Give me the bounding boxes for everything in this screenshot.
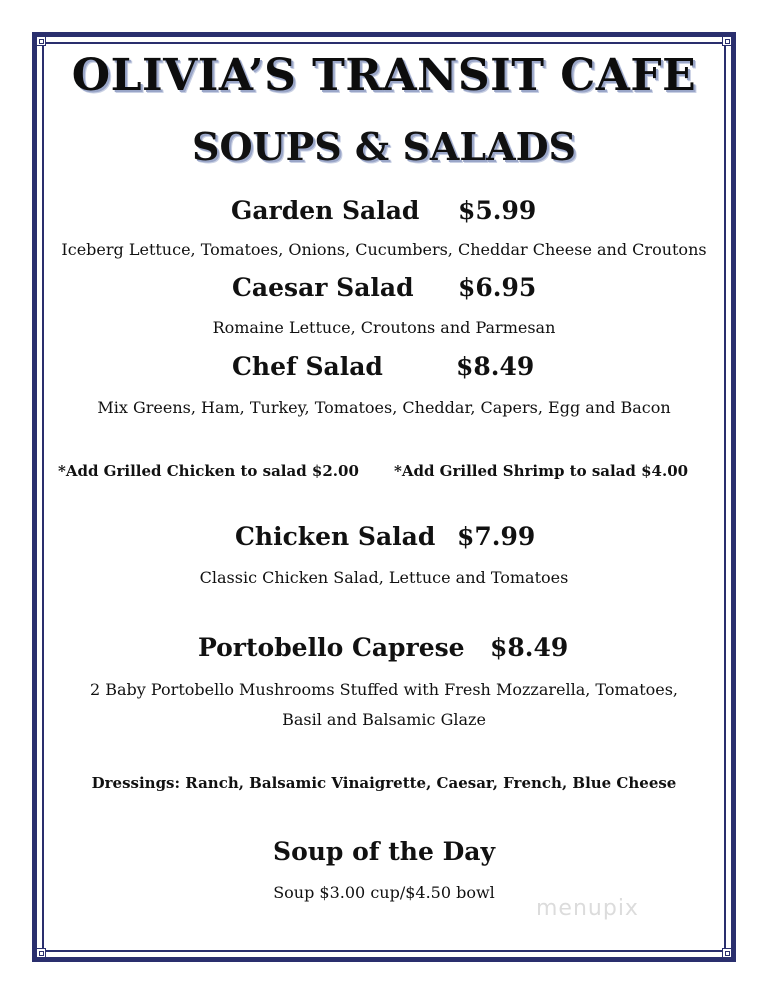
corner-ornament-bottom-right — [722, 948, 732, 958]
addon-grilled-shrimp: *Add Grilled Shrimp to salad $4.00 — [394, 462, 689, 480]
menupix-watermark: menupix — [536, 896, 639, 921]
corner-ornament-top-left — [36, 36, 46, 46]
chicken-salad-description: Classic Chicken Salad, Lettuce and Tomatoes — [199, 568, 569, 587]
garden-salad-description: Iceberg Lettuce, Tomatoes, Onions, Cucumbers, Cheddar Cheese and Croutons — [61, 240, 707, 259]
portobello-caprese-description-line2: Basil and Balsamic Glaze — [282, 710, 486, 729]
portobello-caprese-price: $8.49 — [490, 633, 569, 662]
chef-salad-name: Chef Salad — [232, 352, 383, 381]
section-title: SOUPS & SALADS — [192, 124, 576, 169]
corner-ornament-top-right — [722, 36, 732, 46]
addon-grilled-chicken: *Add Grilled Chicken to salad $2.00 — [58, 462, 359, 480]
corner-ornament-bottom-left — [36, 948, 46, 958]
chicken-salad-name: Chicken Salad — [235, 522, 436, 551]
soup-of-the-day-name: Soup of the Day — [273, 837, 495, 866]
caesar-salad-price: $6.95 — [458, 273, 537, 302]
caesar-salad-description: Romaine Lettuce, Croutons and Parmesan — [212, 318, 556, 337]
caesar-salad-name: Caesar Salad — [232, 273, 414, 302]
soup-prices: Soup $3.00 cup/$4.50 bowl — [273, 883, 495, 902]
chef-salad-price: $8.49 — [456, 352, 535, 381]
portobello-caprese-name: Portobello Caprese — [198, 633, 465, 662]
menu-inner-border — [42, 42, 726, 952]
dressings-list: Dressings: Ranch, Balsamic Vinaigrette, Caesar, French, Blue Cheese — [91, 774, 677, 792]
garden-salad-price: $5.99 — [458, 196, 537, 225]
portobello-caprese-description-line1: 2 Baby Portobello Mushrooms Stuffed with Fresh Mozzarella, Tomatoes, — [89, 680, 679, 699]
chef-salad-description: Mix Greens, Ham, Turkey, Tomatoes, Cheddar, Capers, Egg and Bacon — [97, 398, 671, 417]
chicken-salad-price: $7.99 — [457, 522, 536, 551]
cafe-title: OLIVIA’S TRANSIT CAFE — [71, 50, 697, 101]
garden-salad-name: Garden Salad — [231, 196, 420, 225]
